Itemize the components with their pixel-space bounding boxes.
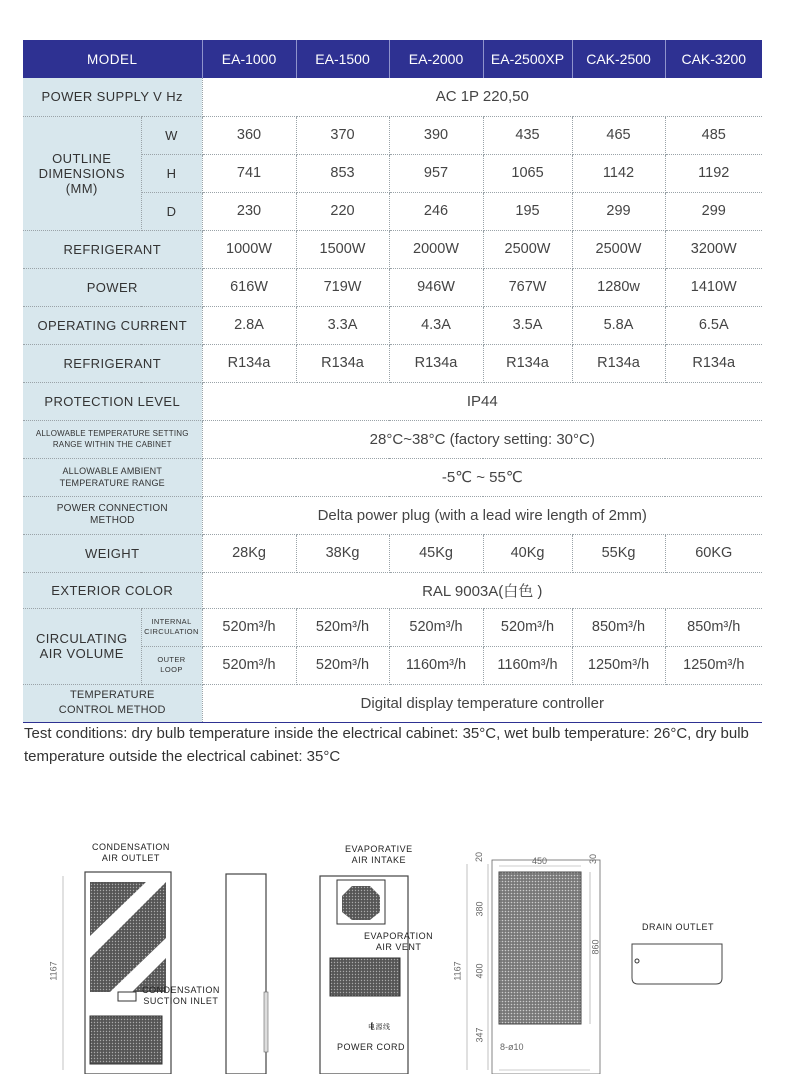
air-volume-label: [23, 608, 141, 684]
evaporative-air-intake-callout: [345, 844, 413, 866]
table-cell: 3.5A: [483, 306, 572, 344]
table-cell: 520m³/h: [202, 646, 296, 684]
table-cell: 616W: [202, 268, 296, 306]
mid-seg-dim: 400: [474, 963, 485, 979]
power-connection-row: [23, 496, 762, 534]
ambient-temp-row: [23, 458, 762, 496]
table-cell: 1500W: [296, 230, 389, 268]
table-cell: 299: [572, 192, 665, 230]
air-volume-sub-line: LOOP: [160, 665, 183, 674]
dimension-sub-w: W: [141, 116, 202, 154]
test-conditions-note: Test conditions: dry bulb temperature inside the electrical cabinet: 35°C, wet bulb temperature: 26°C, dry bulb temperature outside the electrical cabinet: 35°C: [24, 725, 749, 765]
drain-outlet-drawing: [632, 944, 722, 984]
protection-value: IP44: [202, 382, 762, 420]
model-cak-3200: CAK-3200: [665, 40, 762, 78]
table-cell: 370: [296, 116, 389, 154]
dimension-sub-d: D: [141, 192, 202, 230]
table-cell: 1142: [572, 154, 665, 192]
table-cell: 1192: [665, 154, 762, 192]
table-cell: 1250m³/h: [665, 646, 762, 684]
table-cell: 3.3A: [296, 306, 389, 344]
cabinet-temp-label-line: RANGE WITHIN THE CABINET: [52, 440, 172, 449]
protection-row: [23, 382, 762, 420]
table-cell: R134a: [483, 344, 572, 382]
table-cell: 850m³/h: [572, 608, 665, 646]
drain-outlet-callout: DRAIN OUTLET: [642, 922, 715, 932]
model-cak-2500: CAK-2500: [572, 40, 665, 78]
callout-line: SUCTION INLET: [143, 996, 219, 1006]
temp-control-value: Digital display temperature controller: [202, 684, 762, 722]
weight-row: [23, 534, 762, 572]
table-cell: 230: [202, 192, 296, 230]
operating-current-label: OPERATING CURRENT: [23, 306, 202, 344]
dimensions-label-line: DIMENSIONS: [38, 165, 125, 181]
table-cell: 2000W: [389, 230, 483, 268]
power-connection-label: [23, 496, 202, 534]
refrigerant-capacity-label: REFRIGERANT: [23, 230, 202, 268]
table-cell: R134a: [389, 344, 483, 382]
operating-current-row: [23, 306, 762, 344]
width-dim: 450: [532, 856, 548, 866]
table-cell: R134a: [202, 344, 296, 382]
table-cell: 1280w: [572, 268, 665, 306]
dimensions-label-line: (MM): [65, 180, 98, 196]
table-cell: 741: [202, 154, 296, 192]
table-cell: 520m³/h: [296, 608, 389, 646]
header-row: [23, 40, 762, 78]
air-volume-sub-line: CIRCULATION: [144, 627, 199, 636]
cabinet-temp-label: [23, 420, 202, 458]
table-cell: 40Kg: [483, 534, 572, 572]
refrigerant-type-row: [23, 344, 762, 382]
spec-table: [23, 40, 762, 723]
table-cell: 2.8A: [202, 306, 296, 344]
exterior-color-label: EXTERIOR COLOR: [23, 572, 202, 608]
power-supply-label: POWER SUPPLY V Hz: [23, 78, 202, 116]
power-label: POWER: [23, 268, 202, 306]
table-cell: 6.5A: [665, 306, 762, 344]
table-cell: 850m³/h: [665, 608, 762, 646]
table-cell: 485: [665, 116, 762, 154]
table-cell: 55Kg: [572, 534, 665, 572]
table-cell: 1000W: [202, 230, 296, 268]
power-supply-row: [23, 78, 762, 116]
temp-control-row: [23, 684, 762, 722]
side-view-drawing: [226, 874, 268, 1074]
refrigerant-capacity-row: [23, 230, 762, 268]
table-cell: 957: [389, 154, 483, 192]
table-cell: 520m³/h: [202, 608, 296, 646]
callout-line: CONDENSATION: [142, 985, 220, 995]
table-cell: 390: [389, 116, 483, 154]
table-cell: 28Kg: [202, 534, 296, 572]
cutout-view-drawing: [467, 860, 600, 1074]
air-volume-internal-row: [23, 608, 762, 646]
front-view-drawing: [63, 872, 171, 1074]
cabinet-temp-row: [23, 420, 762, 458]
air-volume-sub-outer: [141, 646, 202, 684]
dimensions-label-line: OUTLINE: [52, 150, 112, 166]
side-offset-dim: 30: [588, 853, 599, 865]
table-cell: 946W: [389, 268, 483, 306]
table-cell: 767W: [483, 268, 572, 306]
top-offset-dim: 20: [474, 851, 485, 863]
refrigerant-type-label: REFRIGERANT: [23, 344, 202, 382]
temp-control-label-line: CONTROL METHOD: [58, 704, 166, 716]
table-cell: 435: [483, 116, 572, 154]
total-dim: 860: [590, 939, 601, 955]
table-cell: 1065: [483, 154, 572, 192]
dimension-row-w: [23, 116, 762, 154]
exterior-color-value: RAL 9003A(白色 ): [202, 572, 762, 608]
table-cell: 520m³/h: [389, 608, 483, 646]
callout-line: AIR OUTLET: [101, 853, 160, 863]
table-cell: 246: [389, 192, 483, 230]
ambient-temp-value: -5℃ ~ 55℃: [202, 458, 762, 496]
table-cell: 1160m³/h: [483, 646, 572, 684]
protection-label: PROTECTION LEVEL: [23, 382, 202, 420]
power-supply-value: AC 1P 220,50: [202, 78, 762, 116]
ambient-temp-label-line: TEMPERATURE RANGE: [59, 478, 165, 488]
table-cell: 2500W: [572, 230, 665, 268]
air-volume-label-line: CIRCULATING: [35, 631, 128, 646]
power-row: [23, 268, 762, 306]
temp-control-label-line: TEMPERATURE: [70, 689, 155, 701]
ambient-temp-label: [23, 458, 202, 496]
table-cell: 4.3A: [389, 306, 483, 344]
air-volume-label-line: AIR VOLUME: [39, 646, 124, 661]
table-cell: 5.8A: [572, 306, 665, 344]
power-connection-label-line: METHOD: [89, 515, 135, 526]
table-cell: 360: [202, 116, 296, 154]
upper-seg-dim: 380: [474, 901, 485, 917]
air-volume-sub-line: INTERNAL: [151, 617, 192, 626]
dimensions-label: [23, 116, 141, 230]
model-ea-1500: EA-1500: [296, 40, 389, 78]
model-header: MODEL: [23, 40, 202, 78]
table-cell: 195: [483, 192, 572, 230]
exterior-color-row: [23, 572, 762, 608]
callout-line: AIR VENT: [375, 942, 422, 952]
cabinet-temp-label-line: ALLOWABLE TEMPERATURE SETTING: [35, 429, 189, 438]
table-cell: 520m³/h: [483, 608, 572, 646]
ambient-temp-label-line: ALLOWABLE AMBIENT: [62, 466, 163, 476]
table-cell: 45Kg: [389, 534, 483, 572]
table-cell: 60KG: [665, 534, 762, 572]
air-volume-sub-internal: [141, 608, 202, 646]
table-cell: R134a: [296, 344, 389, 382]
weight-label: WEIGHT: [23, 534, 202, 572]
table-cell: 853: [296, 154, 389, 192]
table-cell: 1160m³/h: [389, 646, 483, 684]
temp-control-label: [23, 684, 202, 722]
table-cell: 465: [572, 116, 665, 154]
callout-line: EVAPORATIVE: [345, 844, 413, 854]
callout-line: EVAPORATION: [364, 931, 434, 941]
table-cell: 520m³/h: [296, 646, 389, 684]
condensation-air-outlet-callout: [92, 842, 170, 864]
cord-tag: 电源线: [368, 1024, 391, 1031]
cabinet-temp-value: 28°C~38°C (factory setting: 30°C): [202, 420, 762, 458]
model-ea-1000: EA-1000: [202, 40, 296, 78]
table-cell: 1410W: [665, 268, 762, 306]
power-connection-value: Delta power plug (with a lead wire length of 2mm): [202, 496, 762, 534]
power-connection-label-line: POWER CONNECTION: [56, 503, 168, 514]
callout-line: AIR INTAKE: [351, 855, 407, 865]
dimension-sub-h: H: [141, 154, 202, 192]
table-cell: 2500W: [483, 230, 572, 268]
table-cell: R134a: [572, 344, 665, 382]
table-cell: 38Kg: [296, 534, 389, 572]
model-ea-2500xp: EA-2500XP: [483, 40, 572, 78]
table-cell: 299: [665, 192, 762, 230]
table-cell: 1250m³/h: [572, 646, 665, 684]
lower-seg-dim: 347: [474, 1027, 485, 1043]
table-cell: 220: [296, 192, 389, 230]
condensation-suction-inlet-callout: [142, 985, 220, 1007]
callout-line: CONDENSATION: [92, 842, 170, 852]
table-cell: 719W: [296, 268, 389, 306]
table-cell: R134a: [665, 344, 762, 382]
front-height-dim: 1167: [48, 961, 59, 981]
back-height-dim: 1167: [452, 961, 463, 981]
evaporation-air-vent-callout: [364, 931, 433, 953]
table-cell: 3200W: [665, 230, 762, 268]
power-cord-callout: POWER CORD: [337, 1042, 405, 1052]
holes-dim: 8-ø10: [500, 1042, 524, 1052]
air-volume-sub-line: OUTER: [157, 655, 186, 664]
model-ea-2000: EA-2000: [389, 40, 483, 78]
